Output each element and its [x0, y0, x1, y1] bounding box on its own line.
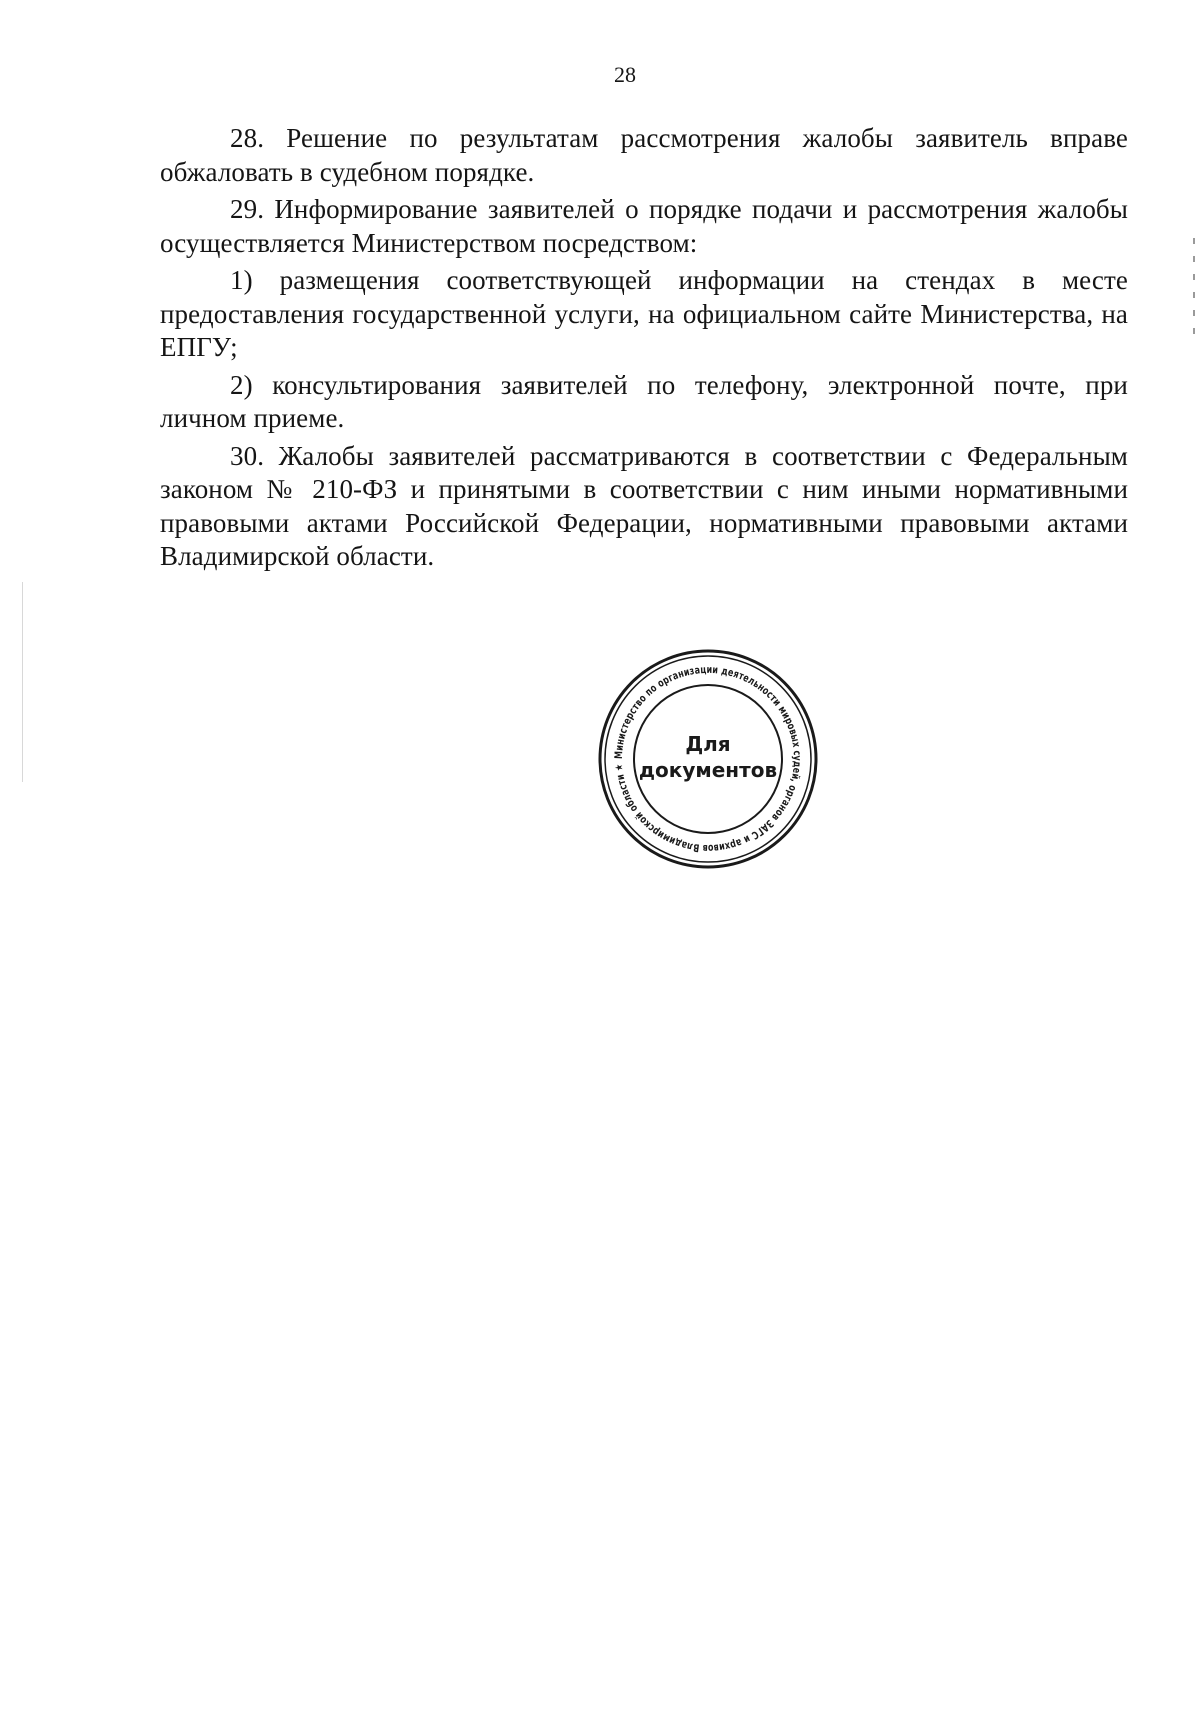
page-number: 28 [614, 62, 636, 87]
paragraph-29-item-1: 1) размещения соответствующей информации на стендах в месте предоставления государственной услуги, на официальном сайте Министерства, на ЕПГУ; [160, 265, 1128, 362]
scan-mark [1193, 238, 1195, 244]
stamp-center-line-2: документов [638, 758, 778, 782]
scan-mark [1193, 274, 1195, 280]
scan-edge-line [22, 582, 23, 782]
scan-mark [1193, 292, 1195, 298]
paragraph-29-item-2: 2) консультирования заявителей по телефону, электронной почте, при личном приеме. [160, 369, 1128, 433]
paragraph-29: 29. Информирование заявителей о порядке подачи и рассмотрения жалобы осуществляется Министерством посредством: [160, 194, 1128, 258]
document-body [160, 122, 1128, 578]
scan-margin-marks [1192, 238, 1196, 358]
paragraph-28: 28. Решение по результатам рассмотрения жалобы заявитель вправе обжаловать в судебном порядке. [160, 123, 1128, 187]
stamp-seal-icon [596, 647, 820, 871]
scan-mark [1193, 256, 1195, 262]
paragraph-30: 30. Жалобы заявителей рассматриваются в соответствии с Федеральным законом № 210-ФЗ и принятыми в соответствии с ним иными нормативными правовыми актами Российской Федерации, нормативными правовыми актами Владимирской области. [160, 440, 1128, 571]
stamp-center-line-1: Для [685, 732, 731, 756]
scan-mark [1193, 310, 1195, 316]
scan-mark [1193, 328, 1195, 334]
stamp-ring-textpath: Министерство по организации деятельности мировых судей, органов ЗАГС и архивов Владимирской области ★ [612, 663, 804, 855]
official-stamp [596, 647, 820, 871]
